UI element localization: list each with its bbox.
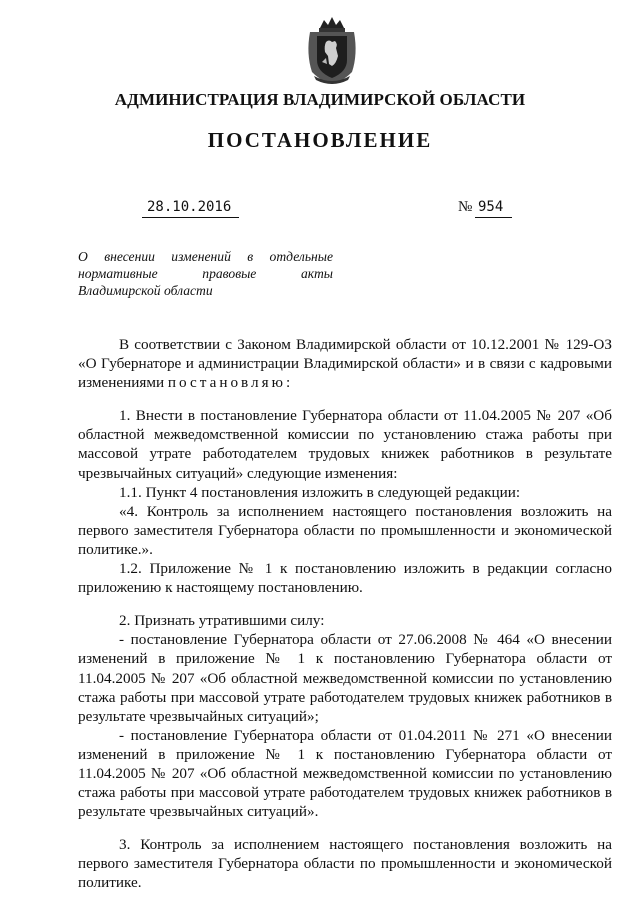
preamble-decision-word: постановляю: [167, 374, 286, 392]
item-1-2: 1.2. Приложение № 1 к постановлению изложить в редакции согласно приложению к настоящему постановлению.: [78, 560, 612, 597]
number-underline: [475, 217, 512, 218]
subject-line-1: О внесении изменений в отдельные: [78, 249, 333, 264]
document-number: 954: [478, 199, 504, 215]
document-number-label: №: [458, 199, 473, 215]
document-type-title: ПОСТАНОВЛЕНИЕ: [207, 128, 433, 152]
preamble-colon: :: [285, 374, 291, 392]
date-underline: [142, 217, 239, 218]
item-2-b: - постановление Губернатора области от 01.04.2011 № 271 «О внесении изменений в приложение № 1 к постановлению Губернатора области от 11.04.2005 № 207 «Об областной межведомственной комиссии по установлению стажа работы при массовой утрате работодателем трудовых книжек работников в результате чрезвычайных ситуаций».: [78, 726, 612, 821]
preamble-paragraph: [78, 335, 612, 392]
organization-name: АДМИНИСТРАЦИЯ ВЛАДИМИРСКОЙ ОБЛАСТИ: [114, 90, 526, 109]
item-3: 3. Контроль за исполнением настоящего постановления возложить на первого заместителя Губернатора области по промышленности и экономической политике.: [78, 836, 612, 892]
item-2-a: - постановление Губернатора области от 27.06.2008 № 464 «О внесении изменений в приложение № 1 к постановлению Губернатора области от 11.04.2005 № 207 «Об областной межведомственной комиссии по установлению стажа работы при массовой утрате работодателем трудовых книжек работников в результате чрезвычайных ситуаций»;: [78, 631, 612, 725]
document-date: 28.10.2016: [147, 199, 232, 215]
document-body: [78, 335, 612, 893]
document-subject: [78, 248, 333, 299]
subject-line-rest: нормативные правовые акты Владимирской области: [78, 266, 333, 298]
coat-of-arms-icon: [302, 14, 362, 86]
item-2: 2. Признать утратившими силу:: [119, 612, 325, 630]
item-1-1-text: «4. Контроль за исполнением настоящего постановления возложить на первого заместителя Губернатора области по промышленности и экономической политике.».: [78, 502, 612, 558]
item-1-1: 1.1. Пункт 4 постановления изложить в следующей редакции:: [119, 483, 521, 501]
item-1: 1. Внести в постановление Губернатора области от 11.04.2005 № 207 «Об областной межведомственной комиссии по установлению стажа работы при массовой утрате работодателем трудовых книжек работников в результате чрезвычайных ситуаций» следующие изменения:: [78, 407, 612, 482]
preamble-text: В соответствии с Законом Владимирской области от 10.12.2001 № 129-ОЗ «О Губернаторе и администрации Владимирской области» и в связи с кадровыми изменениями: [78, 336, 612, 392]
